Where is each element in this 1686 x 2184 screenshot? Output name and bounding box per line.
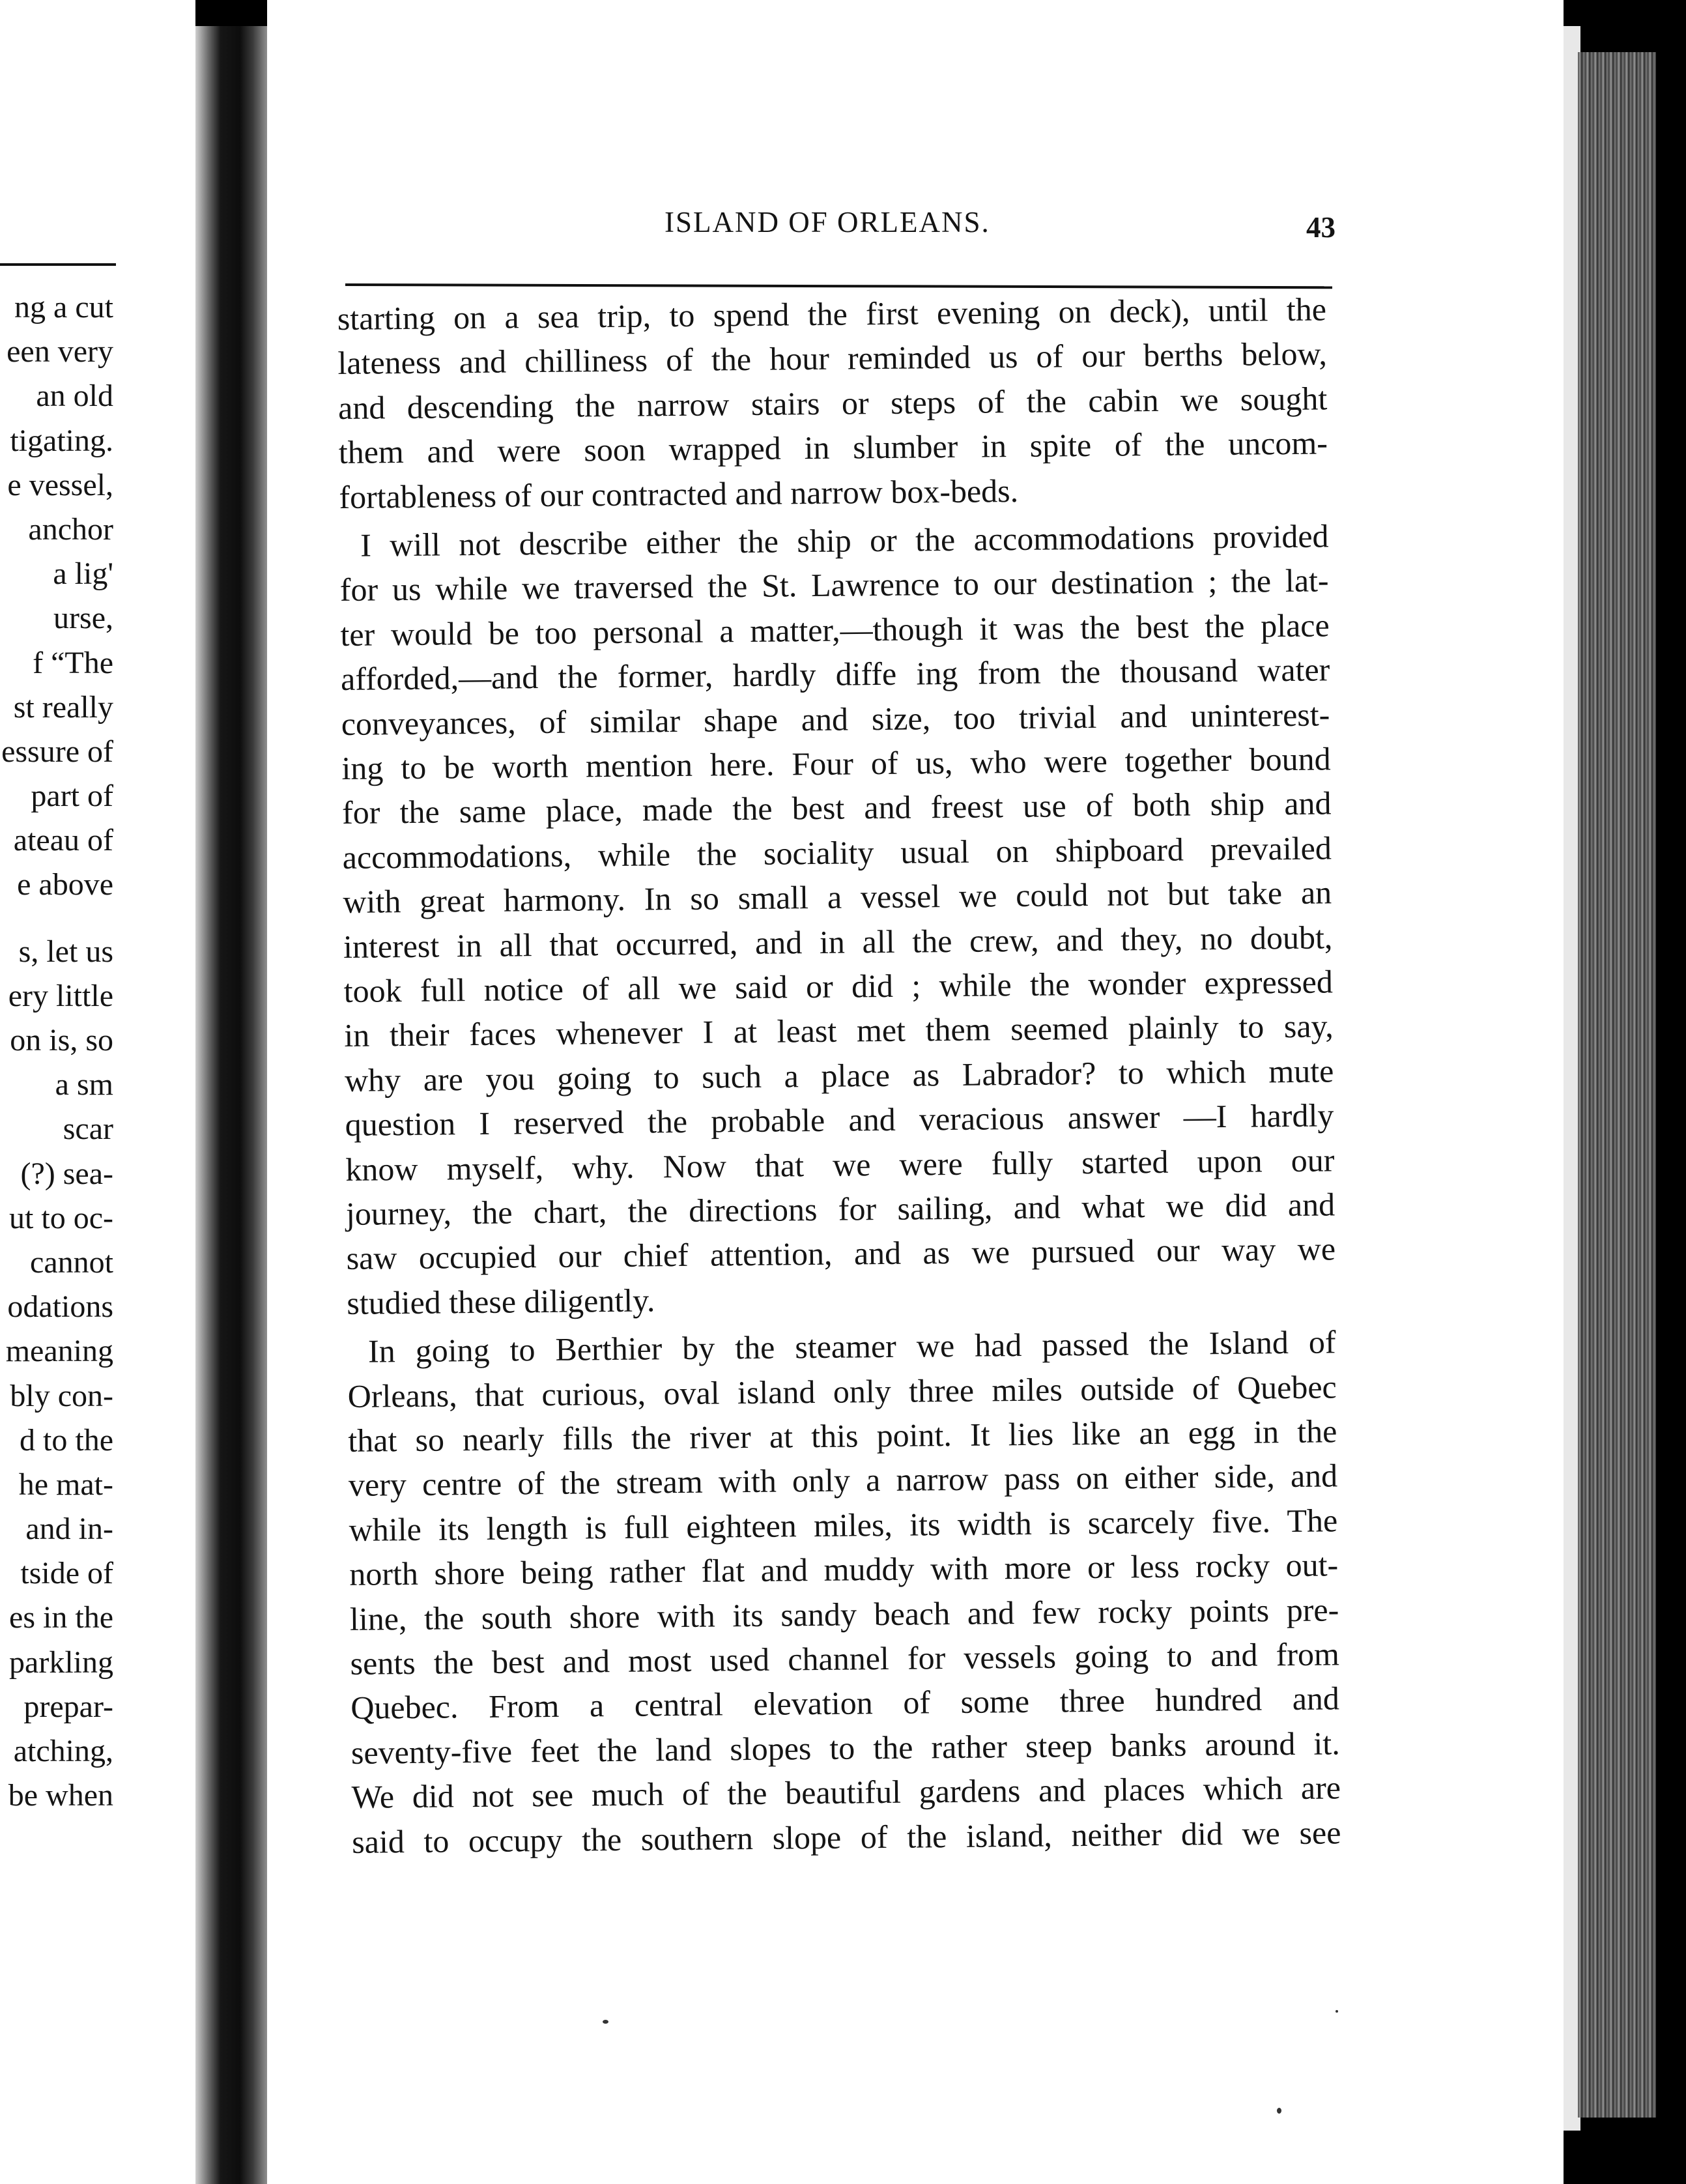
text-line: journey, the chart, the directions for sailing, and what we did and <box>345 1186 1336 1232</box>
text-line: with great harmony. In so small a vessel we could not but take an <box>343 874 1332 921</box>
left-page-line: d to the <box>20 1422 113 1458</box>
text-line: seventy-five feet the land slopes to the rather steep banks around it. <box>350 1725 1340 1771</box>
text-line: I will not describe either the ship or the accommodations provided <box>360 517 1329 564</box>
left-page-line: a lig' <box>53 556 113 592</box>
left-page-line: and in- <box>25 1512 113 1547</box>
left-page-line: parkling <box>9 1645 113 1680</box>
text-line: line, the south shore with its sandy beach and few rocky points pre- <box>349 1590 1339 1637</box>
left-page-line: meaning <box>5 1334 113 1369</box>
left-page-line: (?) sea- <box>20 1156 113 1191</box>
left-page-line: be when <box>8 1778 113 1813</box>
text-line: Orleans, that curious, oval island only three miles outside of Quebec <box>347 1368 1337 1415</box>
left-page-line: ut to oc- <box>9 1200 113 1235</box>
text-line: in their faces whenever I at least met them seemed plainly to say, <box>344 1007 1334 1054</box>
text-line: said to occupy the southern slope of the island, neither did we see <box>351 1813 1341 1860</box>
left-page-line: on is, so <box>10 1023 113 1057</box>
text-line: Quebec. From a central elevation of some three hundred and <box>350 1680 1340 1727</box>
left-page-line: tside of <box>20 1556 113 1591</box>
running-title: ISLAND OF ORLEANS. <box>664 206 990 238</box>
left-page-line: e vessel, <box>7 467 113 502</box>
text-line: studied these diligently. <box>347 1282 655 1321</box>
text-line: lateness and chilliness of the hour reminded us of our berths below, <box>337 335 1328 382</box>
left-page-line: odations <box>7 1289 113 1325</box>
left-page-line: ateau of <box>13 823 113 858</box>
left-page-line: scar <box>63 1112 113 1147</box>
text-line: north shore being rather flat and muddy with more or less rocky out- <box>349 1546 1339 1593</box>
left-page-line: s, let us <box>18 934 113 969</box>
text-line: while its length is full eighteen miles, its width is scarcely five. The <box>349 1502 1338 1548</box>
text-line: We did not see much of the beautiful gardens and places which are <box>351 1769 1341 1816</box>
left-page-line: e above <box>17 867 113 902</box>
text-line: ing to be worth mention here. Four of us, who were together bound <box>341 740 1331 786</box>
left-page-line: st really <box>13 689 113 725</box>
ink-speck <box>1277 2108 1281 2114</box>
ink-speck <box>1336 2010 1338 2013</box>
text-line: afforded,—and the former, hardly diffe ing from the thousand water <box>340 651 1330 698</box>
text-line: and descending the narrow stairs or steps of the cabin we sought <box>337 380 1328 426</box>
left-page-line: an old <box>36 379 113 414</box>
left-page-line: een very <box>7 334 113 369</box>
gutter-shadow <box>195 0 267 26</box>
text-line: fortableness of our contracted and narrow box-beds. <box>339 472 1019 515</box>
left-page-line: f “The <box>33 645 113 680</box>
left-page-line: he mat- <box>18 1467 113 1502</box>
text-line: interest in all that occurred, and in all the crew, and they, no doubt, <box>343 918 1333 965</box>
text-line: that so nearly fills the river at this point. It lies like an egg in the <box>348 1413 1337 1459</box>
text-line: saw occupied our chief attention, and as we pursued our way we <box>346 1230 1336 1277</box>
left-page-line: ery little <box>8 978 113 1013</box>
left-page-line: prepar- <box>23 1689 113 1724</box>
body-text <box>0 283 1686 1916</box>
left-page-line: bly con- <box>10 1378 113 1413</box>
stacked-pages-edge <box>1578 52 1656 2118</box>
left-page-line: urse, <box>53 601 113 636</box>
book-page-edges <box>1564 0 1686 2184</box>
text-line: know myself, why. Now that we were fully started upon our <box>345 1141 1335 1188</box>
text-line: conveyances, of similar shape and size, too trivial and uninterest- <box>341 696 1330 742</box>
text-line: for the same place, made the best and freest use of both ship and <box>341 784 1332 831</box>
left-page-line: atching, <box>13 1734 113 1768</box>
text-line: In going to Berthier by the steamer we had passed the Island of <box>367 1323 1336 1370</box>
text-line: sents the best and most used channel for vessels going to and from <box>350 1635 1340 1682</box>
ink-speck <box>603 2020 608 2024</box>
left-page-rule <box>0 263 116 266</box>
text-line: question I reserved the probable and veracious answer —I hardly <box>345 1097 1334 1143</box>
left-page-line: ng a cut <box>14 290 113 324</box>
text-line: why are you going to such a place as Labrador? to which mute <box>344 1052 1334 1099</box>
left-page-line: essure of <box>1 734 113 769</box>
text-line: starting on a sea trip, to spend the first evening on deck), until the <box>337 291 1327 337</box>
page-header <box>342 205 1336 257</box>
text-line: took full notice of all we said or did ; while the wonder expressed <box>343 963 1334 1009</box>
left-page-line: tigating. <box>10 423 113 458</box>
text-line: them and were soon wrapped in slumber in spite of the uncom- <box>338 424 1328 471</box>
text-line: accommodations, while the sociality usual on shipboard prevailed <box>342 829 1332 876</box>
text-line: very centre of the stream with only a narrow pass on either side, and <box>348 1457 1338 1504</box>
left-page-line: a sm <box>55 1067 113 1102</box>
text-line: for us while we traversed the St. Lawrence to our destination ; the lat- <box>339 562 1329 609</box>
left-page-line: anchor <box>28 511 113 547</box>
left-page-line: es in the <box>9 1600 113 1635</box>
left-page-line: part of <box>31 779 113 814</box>
left-page-line: cannot <box>30 1244 113 1280</box>
text-line: ter would be too personal a matter,—though it was the best the place <box>340 607 1330 653</box>
page-number: 43 <box>1306 211 1336 244</box>
